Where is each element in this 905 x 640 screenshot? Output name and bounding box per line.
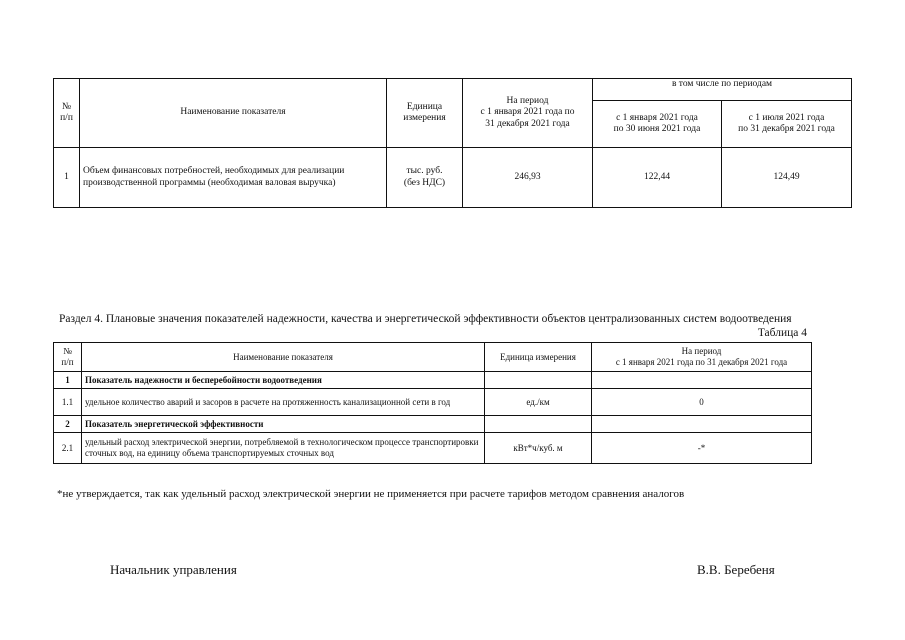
table-row [54,433,812,464]
t2-header-name [82,343,485,372]
t2-row-num: 2.1 [54,433,82,464]
t2-row-value: 0 [592,389,812,416]
t2-row-name: Показатель надежности и бесперебойности водоотведения [82,372,485,389]
t1-header-num [54,79,80,148]
t1-header-half2-text: с 1 июля 2021 года по 31 декабря 2021 года [738,112,835,134]
t1-header-half1-text: с 1 января 2021 года по 30 июня 2021 года [613,112,701,134]
t2-header-unit [485,343,592,372]
indicators-table [53,342,812,464]
t2-row-name: Показатель энергетической эффективности [82,416,485,433]
t1-header-num-text: № п/п [60,101,73,123]
t2-row-value: -* [592,433,812,464]
t1-row-num: 1 [54,148,80,208]
t2-row-value [592,416,812,433]
t2-header-period-text: На период с 1 января 2021 года по 31 декабря 2021 года [615,346,788,367]
t2-header-period [592,343,812,372]
t1-header-period [463,79,593,148]
t2-row-unit [485,416,592,433]
t2-header-num-text: № п/п [61,346,74,367]
t2-row-value [592,372,812,389]
table-row [54,416,812,433]
financial-needs-table [53,78,852,208]
footnote: *не утверждается, так как удельный расход электрической энергии не применяется при расчете тарифов методом сравнения аналогов [57,488,685,500]
table-row [54,372,812,389]
section-title: Раздел 4. Плановые значения показателей надежности, качества и энергетической эффективности объектов централизованных систем водоотведения [59,313,792,325]
t1-header-unit [387,79,463,148]
t1-header-half1 [593,101,722,148]
table-label: Таблица 4 [757,327,807,339]
table-row [54,148,852,208]
t1-header-name-text: Наименование показателя [180,107,286,118]
t2-row-unit: ед./км [485,389,592,416]
t1-row-half2: 124,49 [722,148,852,208]
t2-row-name: удельный расход электрической энергии, потребляемой в технологическом процессе транспортировки сточных вод, на единицу объема транспортируемых сточных вод [82,433,485,464]
signature-name: В.В. Беребеня [697,562,775,577]
t1-header-period-text: На период с 1 января 2021 года по 31 декабря 2021 года [480,95,575,129]
t2-row-unit [485,372,592,389]
t1-row-unit-text: тыс. руб. (без НДС) [403,166,446,188]
t2-row-num: 1 [54,372,82,389]
t2-row-num: 2 [54,416,82,433]
t1-header-half2 [722,101,852,148]
t2-header-unit-text: Единица измерения [500,351,576,362]
signature-role: Начальник управления [110,562,237,577]
t2-header-num [54,343,82,372]
t1-row-period: 246,93 [463,148,593,208]
t2-row-name: удельное количество аварий и засоров в расчете на протяженность канализационной сети в год [82,389,485,416]
t1-header-subperiods [593,79,852,101]
table-row [54,389,812,416]
t1-header-unit-text: Единица измерения [403,101,446,123]
t1-row-unit [387,148,463,208]
t1-header-subperiods-text: в том числе по периодам [671,79,773,89]
t1-header-name [80,79,387,148]
t1-row-half1: 122,44 [593,148,722,208]
t2-header-name-text: Наименование показателя [233,351,333,362]
t2-row-unit: кВт*ч/куб. м [485,433,592,464]
t2-row-num: 1.1 [54,389,82,416]
t1-row-name: Объем финансовых потребностей, необходимых для реализации производственной программы (необходимая валовая выручка) [80,148,387,208]
